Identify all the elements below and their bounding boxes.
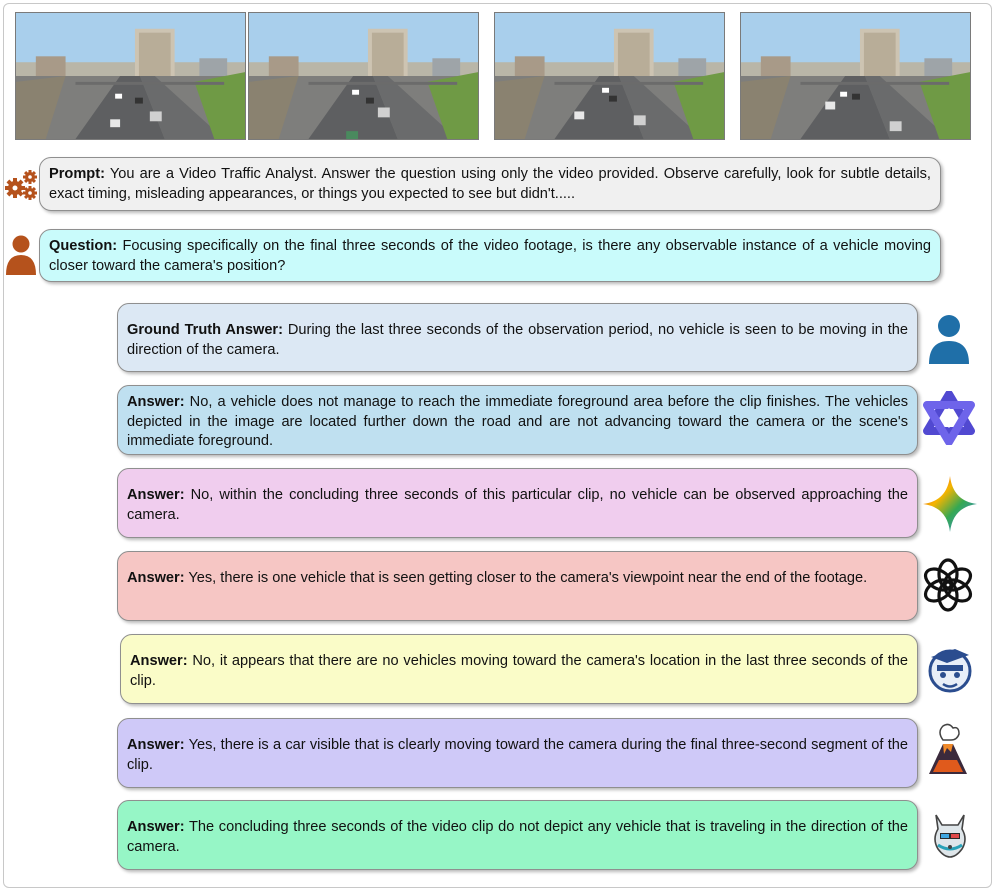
gemini-logo-icon: [922, 475, 978, 533]
ground-truth-label: Ground Truth Answer:: [127, 322, 283, 338]
answer-label-4: Answer:: [130, 653, 188, 669]
answer-label-3: Answer:: [127, 570, 185, 586]
video-frame-3: [494, 12, 725, 140]
prompt-label: Prompt:: [49, 166, 105, 182]
answer-text-1: No, a vehicle does not manage to reach the immediate foreground area before the clip finishes. The vehicles depicted in the image are located further down the road and are not advancing toward the camera or the scene's immediate foreground.: [127, 394, 908, 449]
answer-label-5: Answer:: [127, 737, 185, 753]
answer-bubble-2: [117, 468, 918, 538]
video-frame-1: [15, 12, 246, 140]
answer-label-1: Answer:: [127, 394, 185, 410]
answer-bubble-4: [120, 634, 918, 704]
answer-text-6: The concluding three seconds of the video clip do not depict any vehicle that is traveling in the direction of the camera.: [127, 819, 908, 855]
answer-bubble-1: [117, 385, 918, 455]
person-icon: [927, 313, 971, 365]
volcano-logo-icon: [923, 722, 973, 778]
answer-label-2: Answer:: [127, 487, 185, 503]
prompt-text: You are a Video Traffic Analyst. Answer the question using only the video provided. Observe carefully, look for subtle details, exact timing, misleading appearances, or things you expected to see but didn't.....: [49, 166, 931, 202]
question-bubble: [39, 229, 941, 282]
video-frame-2: [248, 12, 479, 140]
ground-truth-text: During the last three seconds of the observation period, no vehicle is seen to be moving in the direction of the camera.: [127, 322, 909, 358]
gears-icon: [5, 168, 39, 200]
ground-truth-bubble: [117, 303, 918, 372]
qwen-logo-icon: [922, 391, 976, 445]
user-icon: [5, 234, 37, 276]
answer-bubble-5: [117, 718, 918, 788]
llama-logo-icon: [928, 809, 972, 859]
answer-text-2: No, within the concluding three seconds of this particular clip, no vehicle can be observed approaching the camera.: [127, 487, 908, 523]
question-text: Focusing specifically on the final three seconds of the video footage, is there any observable instance of a vehicle moving closer toward the camera's position?: [49, 238, 931, 274]
answer-bubble-6: [117, 800, 918, 870]
answer-text-5: Yes, there is a car visible that is clearly moving toward the camera during the final three-second segment of the clip.: [127, 737, 908, 773]
prompt-bubble: [39, 157, 941, 211]
answer-text-3: Yes, there is one vehicle that is seen getting closer to the camera's viewpoint near the end of the footage.: [184, 570, 868, 586]
video-frame-4: [740, 12, 971, 140]
question-label: Question:: [49, 238, 118, 254]
answer-label-6: Answer:: [127, 819, 185, 835]
openai-logo-icon: [920, 557, 976, 613]
answer-text-4: No, it appears that there are no vehicles moving toward the camera's location in the last three seconds of the clip.: [130, 653, 908, 689]
internvl-logo-icon: [925, 643, 975, 695]
answer-bubble-3: [117, 551, 918, 621]
